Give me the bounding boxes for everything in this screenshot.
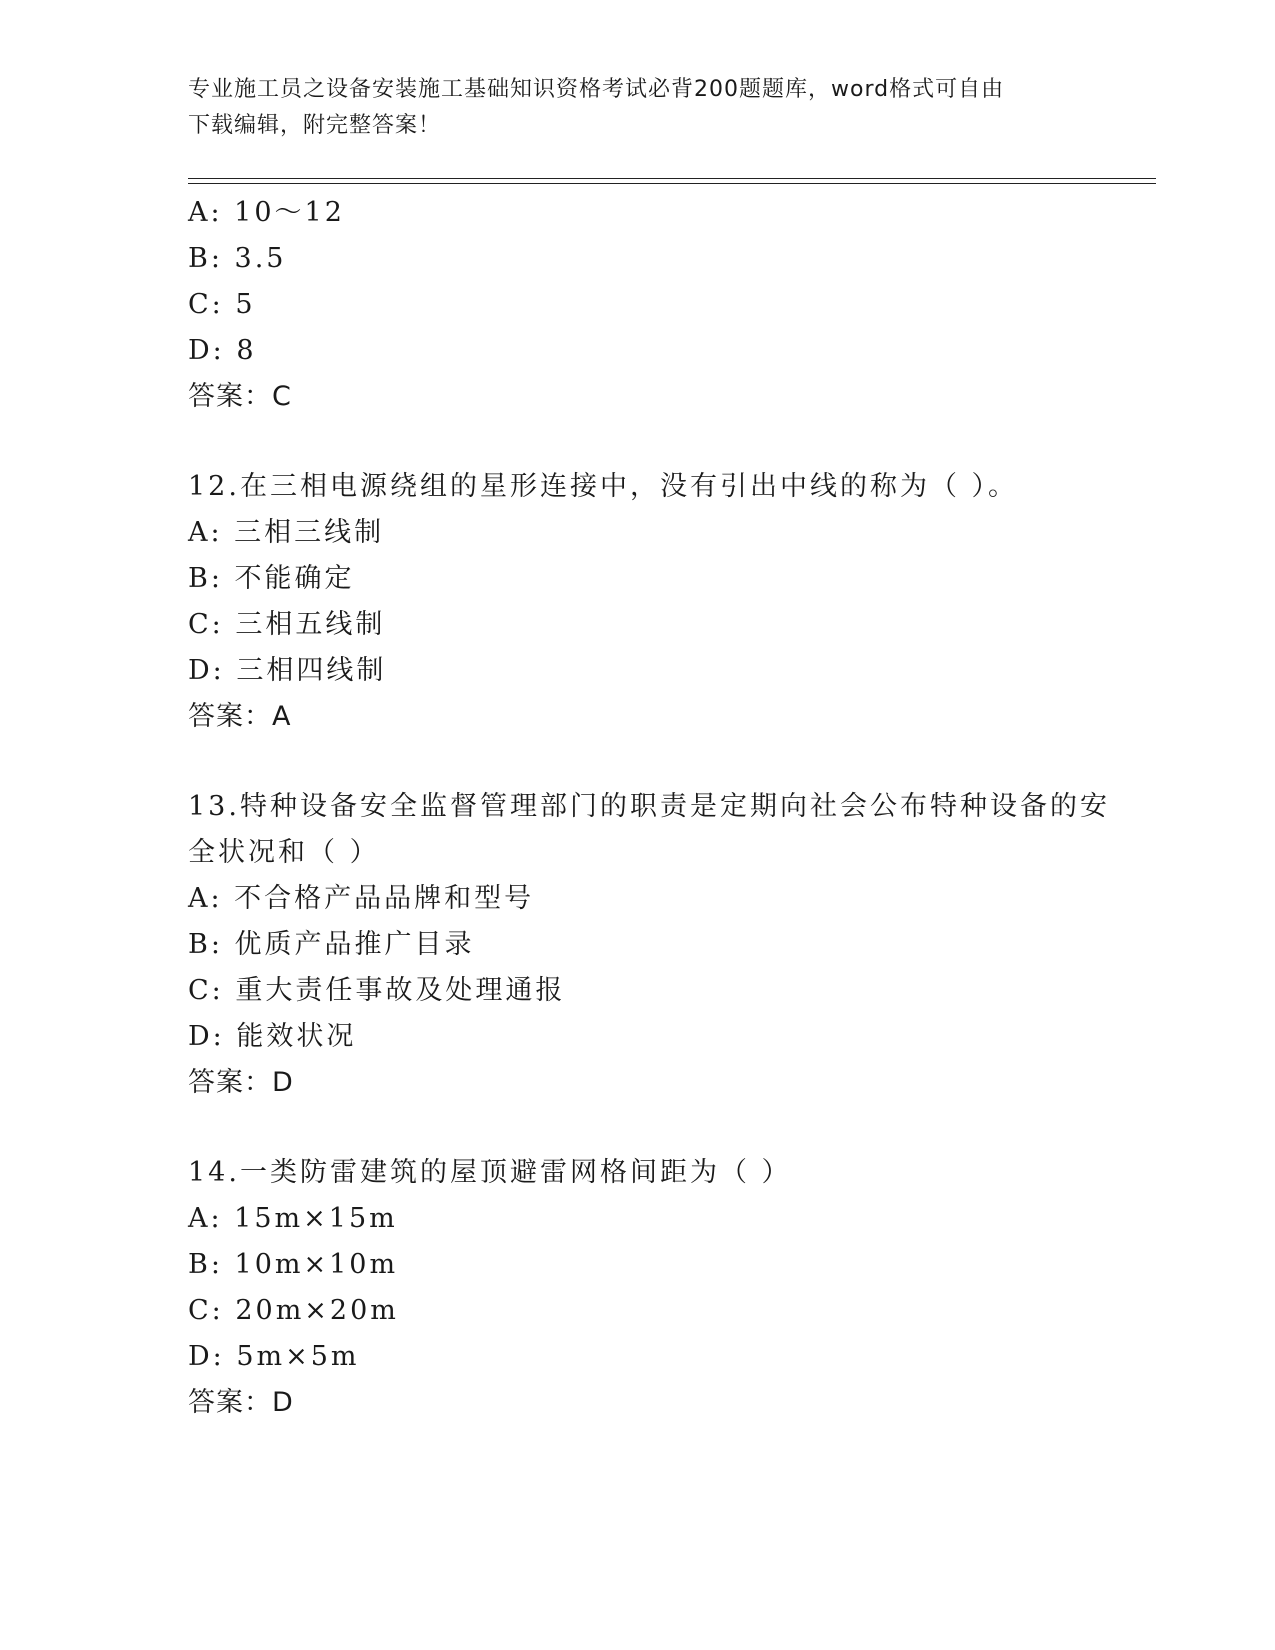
question-stem-line-2: 全状况和（ ） <box>188 837 380 868</box>
option-d: D: 能效状况 <box>188 1021 357 1052</box>
option-c: C: 5 <box>188 289 256 320</box>
option-b: B: 3.5 <box>188 243 287 274</box>
question-12 <box>188 464 1088 740</box>
option-d: D: 8 <box>188 335 257 366</box>
option-a: A: 10～12 <box>188 197 345 228</box>
option-b: B: 10m×10m <box>188 1249 399 1280</box>
header-line-2: 下载编辑，附完整答案！ <box>188 113 442 138</box>
question-11-continuation <box>188 190 1088 420</box>
option-b: B: 优质产品推广目录 <box>188 929 475 960</box>
option-c: C: 三相五线制 <box>188 609 386 640</box>
option-c: C: 重大责任事故及处理通报 <box>188 975 566 1006</box>
header-line-1: 专业施工员之设备安装施工基础知识资格考试必背200题题库，word格式可自由 <box>188 77 1005 102</box>
header-divider-top <box>188 178 1156 179</box>
option-d: D: 5m×5m <box>188 1341 360 1372</box>
question-stem-line-1: 13.特种设备安全监督管理部门的职责是定期向社会公布特种设备的安 <box>188 791 1110 822</box>
answer-line: 答案：D <box>188 1387 294 1418</box>
question-list <box>188 190 1110 1426</box>
option-c: C: 20m×20m <box>188 1295 399 1326</box>
question-stem: 14.一类防雷建筑的屋顶避雷网格间距为（ ） <box>188 1157 792 1188</box>
question-spacer <box>188 420 1088 464</box>
document-header <box>188 72 1068 144</box>
question-stem: 12.在三相电源绕组的星形连接中，没有引出中线的称为（ ）。 <box>188 471 1019 502</box>
option-b: B: 不能确定 <box>188 563 355 594</box>
answer-line: 答案：D <box>188 1067 294 1098</box>
question-14 <box>188 1150 1088 1426</box>
header-divider-bottom <box>188 183 1156 184</box>
answer-line: 答案：C <box>188 381 292 412</box>
option-a: A: 三相三线制 <box>188 517 385 548</box>
question-13 <box>188 784 1110 1106</box>
question-spacer <box>188 740 1088 784</box>
option-a: A: 15m×15m <box>188 1203 398 1234</box>
option-a: A: 不合格产品品牌和型号 <box>188 883 535 914</box>
option-d: D: 三相四线制 <box>188 655 387 686</box>
answer-line: 答案：A <box>188 701 292 732</box>
question-spacer <box>188 1106 1088 1150</box>
